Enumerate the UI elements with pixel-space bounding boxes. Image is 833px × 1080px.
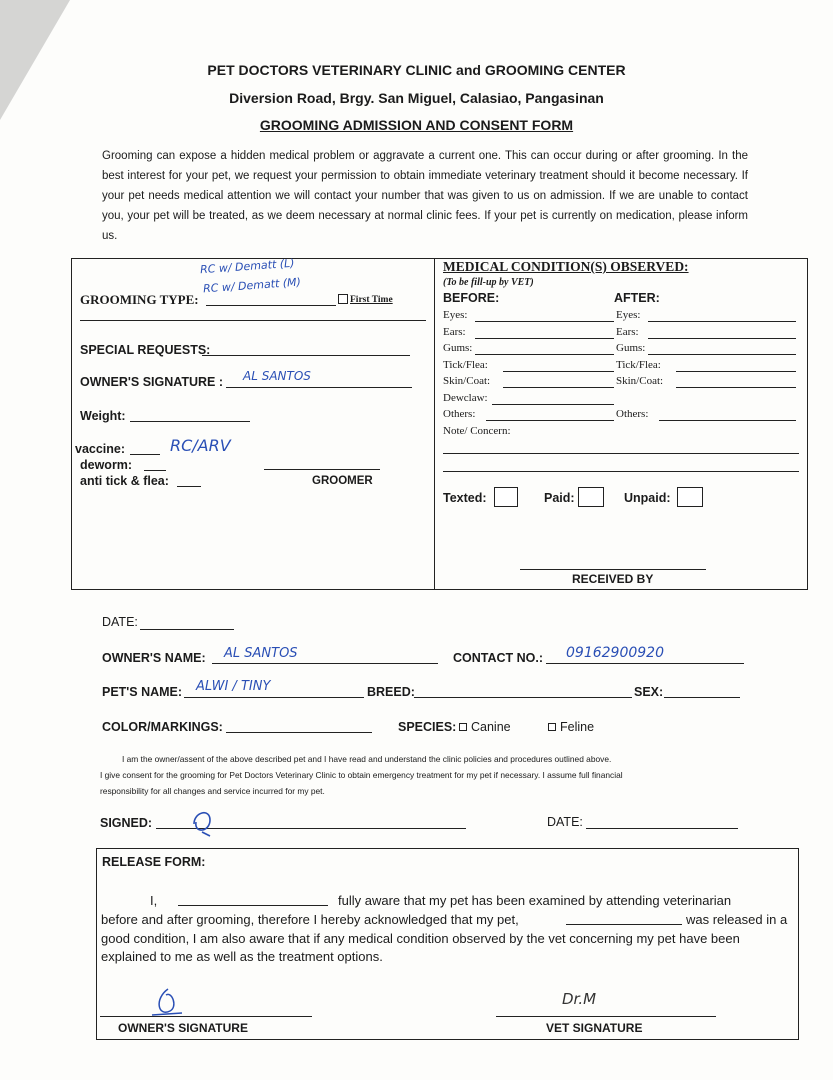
before-item-field[interactable] [475,338,614,339]
consent-text-2: I give consent for the grooming for Pet Doctors Veterinary Clinic to obtain emergency treatment for my pet if necessary. I assume full financial [100,770,623,780]
release-line-2b: was released in a [686,912,788,927]
grooming-type-handwriting-1: RC w/ Dematt (L) [199,256,295,277]
pet-name-handwriting: ALWI / TINY [196,679,271,694]
before-item-label: Skin/Coat: [443,375,491,387]
clinic-address: Diversion Road, Brgy. San Miguel, Calasiao, Pangasinan [229,90,604,106]
vet-signature-handwriting: Dr.M [562,990,597,1008]
owner-signature-field[interactable] [226,387,412,388]
vaccine-handwriting: RC/ARV [170,436,231,455]
before-item-field[interactable] [475,321,614,322]
special-requests-label: SPECIAL REQUESTS: [80,343,211,357]
after-item-label: Eyes: [616,309,641,321]
medical-subtitle: (To be fill-up by VET) [443,277,534,288]
deworm-field[interactable] [144,470,166,471]
intro-paragraph: Grooming can expose a hidden medical problem or aggravate a current one. This can occur during or after grooming. In the best interest for your pet, we request your permission to obtain immediate veterinary treatment should it become necessary. If your pet needs medical attention we will contact your number that was given to us on admission. If we are unable to contact you, your pet will be treated, as we deem necessary at normal clinic fees. If your pet is currently on medication, please inform us. [102,150,748,242]
grooming-box-divider [434,258,435,590]
received-by-line[interactable] [520,569,706,570]
after-item-label: Ears: [616,325,639,338]
before-item-field[interactable] [486,420,614,421]
after-item-label: Tick/Flea: [616,358,661,371]
after-item-field[interactable] [676,387,796,388]
deworm-label: deworm: [80,458,133,472]
vet-signature-line[interactable] [496,1016,716,1017]
grooming-type-label: GROOMING TYPE: [80,292,199,307]
after-item-field[interactable] [676,371,796,372]
breed-label: BREED: [367,685,415,699]
after-item-label: Others: [616,408,649,420]
after-label: AFTER: [614,291,660,305]
before-item-label: Dewclaw: [443,391,488,404]
antitick-field[interactable] [177,486,201,487]
release-line-3: good condition, I am also aware that if any medical condition observed by the vet concerning my pet have been [101,931,740,946]
feline-checkbox[interactable] [548,723,556,731]
weight-field[interactable] [130,421,250,422]
owner-signature-label: OWNER'S SIGNATURE : [80,375,224,389]
form-title: GROOMING ADMISSION AND CONSENT FORM [259,117,574,133]
owner-release-signature-label: OWNER'S SIGNATURE [118,1021,248,1035]
after-item-field[interactable] [648,321,796,322]
date-label: DATE: [102,615,138,629]
sex-label: SEX: [634,685,664,699]
owner-name-field[interactable] [212,663,438,664]
contact-label: CONTACT NO.: [453,651,544,665]
paid-label: Paid: [544,491,575,505]
sex-field[interactable] [664,697,740,698]
contact-field[interactable] [546,663,744,664]
before-item-label: Gums: [443,342,473,354]
owner-name-label: OWNER'S NAME: [102,651,206,665]
note-concern-label: Note/ Concern: [443,425,511,437]
antitick-label: anti tick & flea: [80,474,169,488]
texted-checkbox[interactable] [494,487,518,507]
date-field[interactable] [140,629,234,630]
before-item-field[interactable] [503,371,614,372]
signed-label: SIGNED: [100,816,153,830]
breed-field[interactable] [414,697,632,698]
vet-signature-label: VET SIGNATURE [546,1021,643,1035]
before-item-field[interactable] [492,404,614,405]
grooming-type-extra-line[interactable] [80,320,426,321]
before-label: BEFORE: [443,291,500,305]
release-line-1a: I, [150,893,158,908]
paid-checkbox[interactable] [578,487,604,507]
first-time-label: First Time [350,295,393,305]
before-item-label: Others: [443,408,476,420]
after-item-field[interactable] [648,338,796,339]
note-line-2[interactable] [443,471,799,472]
owner-signature-handwriting: AL SANTOS [243,369,311,383]
medical-title: MEDICAL CONDITION(S) OBSERVED: [443,259,689,274]
note-line-1[interactable] [443,453,799,454]
release-line-4: explained to me as well as the treatment options. [101,949,383,964]
signature-scribble-icon [188,806,220,838]
after-item-field[interactable] [659,420,796,421]
color-markings-label: COLOR/MARKINGS: [102,720,223,734]
contact-handwriting: 09162900920 [566,645,664,661]
canine-label: Canine [471,720,511,734]
clinic-name: PET DOCTORS VETERINARY CLINIC and GROOMING CENTER [207,62,626,78]
release-name-field[interactable] [178,905,328,906]
feline-label: Feline [560,720,595,734]
after-item-label: Skin/Coat: [616,375,664,387]
vaccine-label: vaccine: [75,442,126,456]
grooming-type-field[interactable] [206,305,336,306]
after-item-field[interactable] [648,354,796,355]
species-label: SPECIES: [398,720,457,734]
first-time-checkbox[interactable] [338,294,348,304]
groomer-signature-line[interactable] [264,469,380,470]
weight-label: Weight: [80,409,126,423]
canine-checkbox[interactable] [459,723,467,731]
unpaid-checkbox[interactable] [677,487,703,507]
after-item-label: Gums: [616,342,646,354]
before-item-label: Ears: [443,325,466,338]
color-markings-field[interactable] [226,732,372,733]
release-pet-field[interactable] [566,924,682,925]
release-line-1b: fully aware that my pet has been examined by attending veterinarian [338,893,732,908]
pet-name-label: PET'S NAME: [102,685,183,699]
received-by-label: RECEIVED BY [572,572,654,586]
release-title: RELEASE FORM: [102,855,206,869]
grooming-type-handwriting-2: RC w/ Dematt (M) [202,275,302,296]
consent-date-label: DATE: [547,815,583,829]
unpaid-label: Unpaid: [624,491,671,505]
owner-name-handwriting: AL SANTOS [224,646,298,661]
pet-name-field[interactable] [184,697,364,698]
vaccine-field[interactable] [130,454,160,455]
before-item-label: Tick/Flea: [443,358,488,371]
groomer-label: GROOMER [312,475,373,487]
special-requests-field[interactable] [202,355,410,356]
consent-text-1: I am the owner/assent of the above described pet and I have read and understand the clinic policies and procedures outlined above. [122,754,612,764]
before-item-field[interactable] [503,387,614,388]
before-item-field[interactable] [475,354,614,355]
consent-text-3: responsibility for all changes and service incurred for my pet. [100,786,325,796]
texted-label: Texted: [443,491,487,505]
consent-date-field[interactable] [586,828,738,829]
before-item-label: Eyes: [443,309,468,321]
owner-release-signature-line[interactable] [100,1016,312,1017]
release-line-2a: before and after grooming, therefore I hereby acknowledged that my pet, [101,912,519,927]
